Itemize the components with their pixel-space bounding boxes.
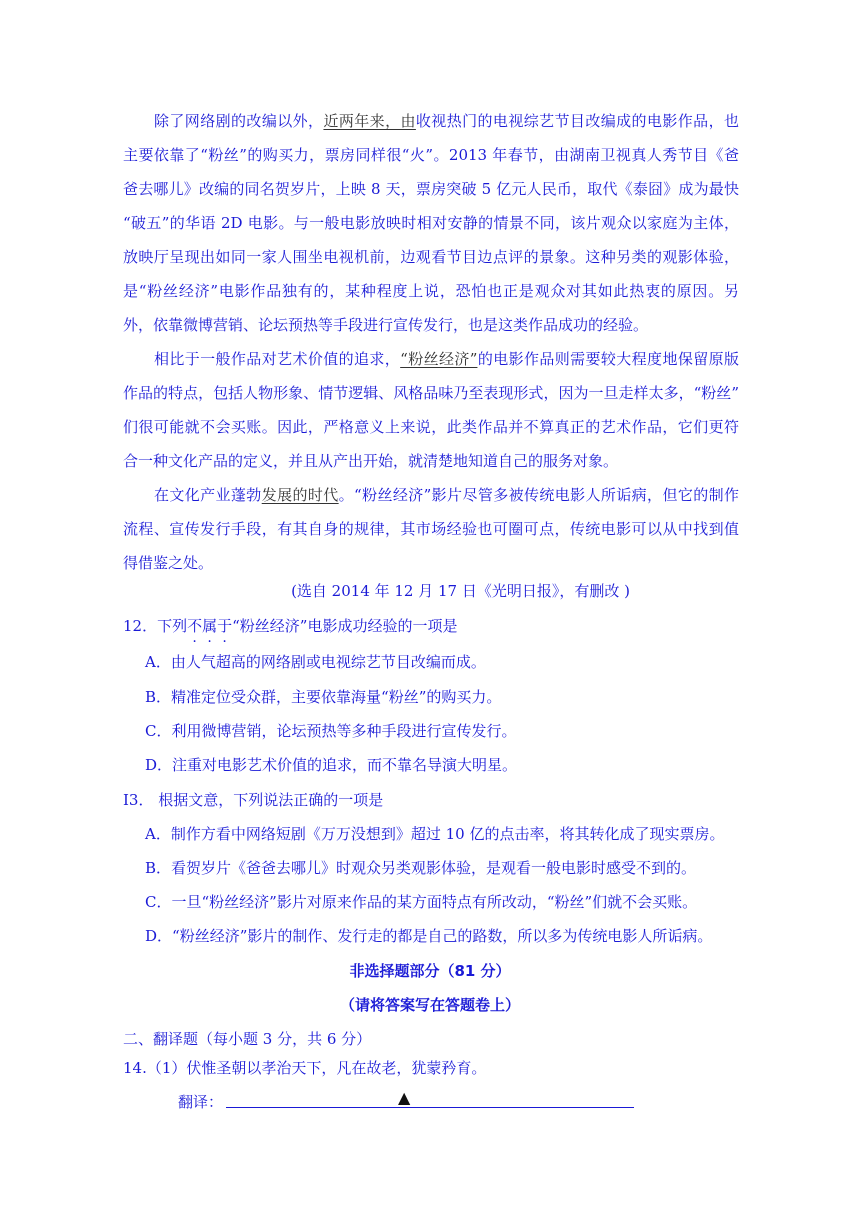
passage-line <box>123 104 739 138</box>
passage-paragraph-3 <box>123 478 739 580</box>
answer-marker-icon: ▲ <box>398 1088 411 1107</box>
question-13-option-a: A．制作方看中网络短剧《万万没想到》超过 10 亿的点击率，将其转化成了现实票房。 <box>145 825 725 843</box>
passage-source: (选自 2014 年 12 月 17 日《光明日报》，有删改 ) <box>291 582 630 600</box>
question-12-stem <box>123 614 457 638</box>
question-13-stem: I3． 根据文意，下列说法正确的一项是 <box>123 791 384 809</box>
answer-blank-line[interactable] <box>226 1107 634 1108</box>
passage-line: 流程、宣传发行手段，有其自身的规律，其市场经验也可圈可点，传统电影可以从中找到值 <box>123 520 739 538</box>
emphasis-char: 不 <box>187 617 203 635</box>
passage-line: 是“粉丝经济”电影作品独有的，某种程度上说，恐怕也正是观众对其如此热衷的原因。另 <box>123 282 739 300</box>
passage-line: “破五”的华语 2D 电影。与一般电影放映时相对安静的情景不同，该片观众以家庭为主体， <box>123 214 739 232</box>
underlined-phrase: “粉丝经济” <box>400 350 478 368</box>
passage-line: 主要依靠了“粉丝”的购买力，票房同样很“火”。2013 年春节，由湖南卫视真人秀节目《爸 <box>123 146 739 164</box>
question-12-prefix: 12．下列 <box>123 617 188 635</box>
passage-paragraph-1 <box>123 104 739 342</box>
passage-line: 得借鉴之处。 <box>123 554 214 572</box>
passage-paragraph-2 <box>123 342 739 478</box>
passage-line: 放映厅呈现出如同一家人围坐电视机前，边观看节目边点评的景象。这种另类的观影体验， <box>123 248 739 266</box>
question-12-option-b: B．精准定位受众群，主要依靠海量“粉丝”的购买力。 <box>145 688 502 706</box>
emphasis-char: 属 <box>202 617 218 635</box>
passage-text: 。“粉丝经济”影片尽管多被传统电影人所诟病，但它的制作 <box>338 486 739 504</box>
passage-line <box>123 342 739 376</box>
question-12-suffix: “粉丝经济”电影成功经验的一项是 <box>232 617 458 635</box>
question-13-option-b: B．看贺岁片《爸爸去哪儿》时观众另类观影体验，是观看一般电影时感受不到的。 <box>145 859 697 877</box>
passage-line <box>123 478 739 512</box>
translate-label: 翻译： <box>178 1093 224 1111</box>
question-12-option-d: D．注重对电影艺术价值的追求，而不靠名导演大明星。 <box>145 756 518 774</box>
passage-text: 的电影作品则需要较大程度地保留原版 <box>477 350 739 368</box>
question-12-option-c: C．利用微博营销，论坛预热等多种手段进行宣传发行。 <box>145 722 517 740</box>
question-14-1: 14.（1）伏惟圣朝以孝治天下，凡在故老，犹蒙矜育。 <box>123 1059 487 1077</box>
question-13-option-c: C．一旦“粉丝经济”影片对原来作品的某方面特点有所改动，“粉丝”们就不会买账。 <box>145 893 698 911</box>
passage-line: 爸去哪儿》改编的同名贺岁片，上映 8 天，票房突破 5 亿元人民币，取代《泰囧》成为最快 <box>123 180 739 198</box>
passage-line: 合一种文化产品的定义，并且从产出开始，就清楚地知道自己的服务对象。 <box>123 452 619 470</box>
underlined-phrase: 发展的时代 <box>261 486 339 504</box>
emphasis-char: 于 <box>217 617 233 635</box>
section-title: 非选择题部分（81 分） <box>349 962 511 980</box>
question-13-option-d: D．“粉丝经济”影片的制作、发行走的都是自己的路数，所以多为传统电影人所诟病。 <box>145 927 713 945</box>
passage-line: 们很可能就不会买账。因此，严格意义上来说，此类作品并不算真正的艺术作品，它们更符 <box>123 418 739 436</box>
passage-text: 在文化产业蓬勃 <box>154 486 262 504</box>
passage-line: 外，依靠微博营销、论坛预热等手段进行宣传发行，也是这类作品成功的经验。 <box>123 316 649 334</box>
underlined-phrase: 近两年来，由 <box>323 112 416 130</box>
question-12-option-a: A．由人气超高的网络剧或电视综艺节目改编而成。 <box>145 653 486 671</box>
passage-text: 收视热门的电视综艺节目改编成的电影作品，也 <box>415 112 739 130</box>
part-2-heading: 二、翻译题（每小题 3 分，共 6 分） <box>123 1030 372 1048</box>
passage-text: 除了网络剧的改编以外， <box>154 112 324 130</box>
passage-line: 作品的特点，包括人物形象、情节逻辑、风格品味乃至表现形式，因为一旦走样太多，“粉丝” <box>123 384 739 402</box>
passage-text: 相比于一般作品对艺术价值的追求， <box>154 350 401 368</box>
section-note: （请将答案写在答题卷上） <box>339 996 520 1014</box>
